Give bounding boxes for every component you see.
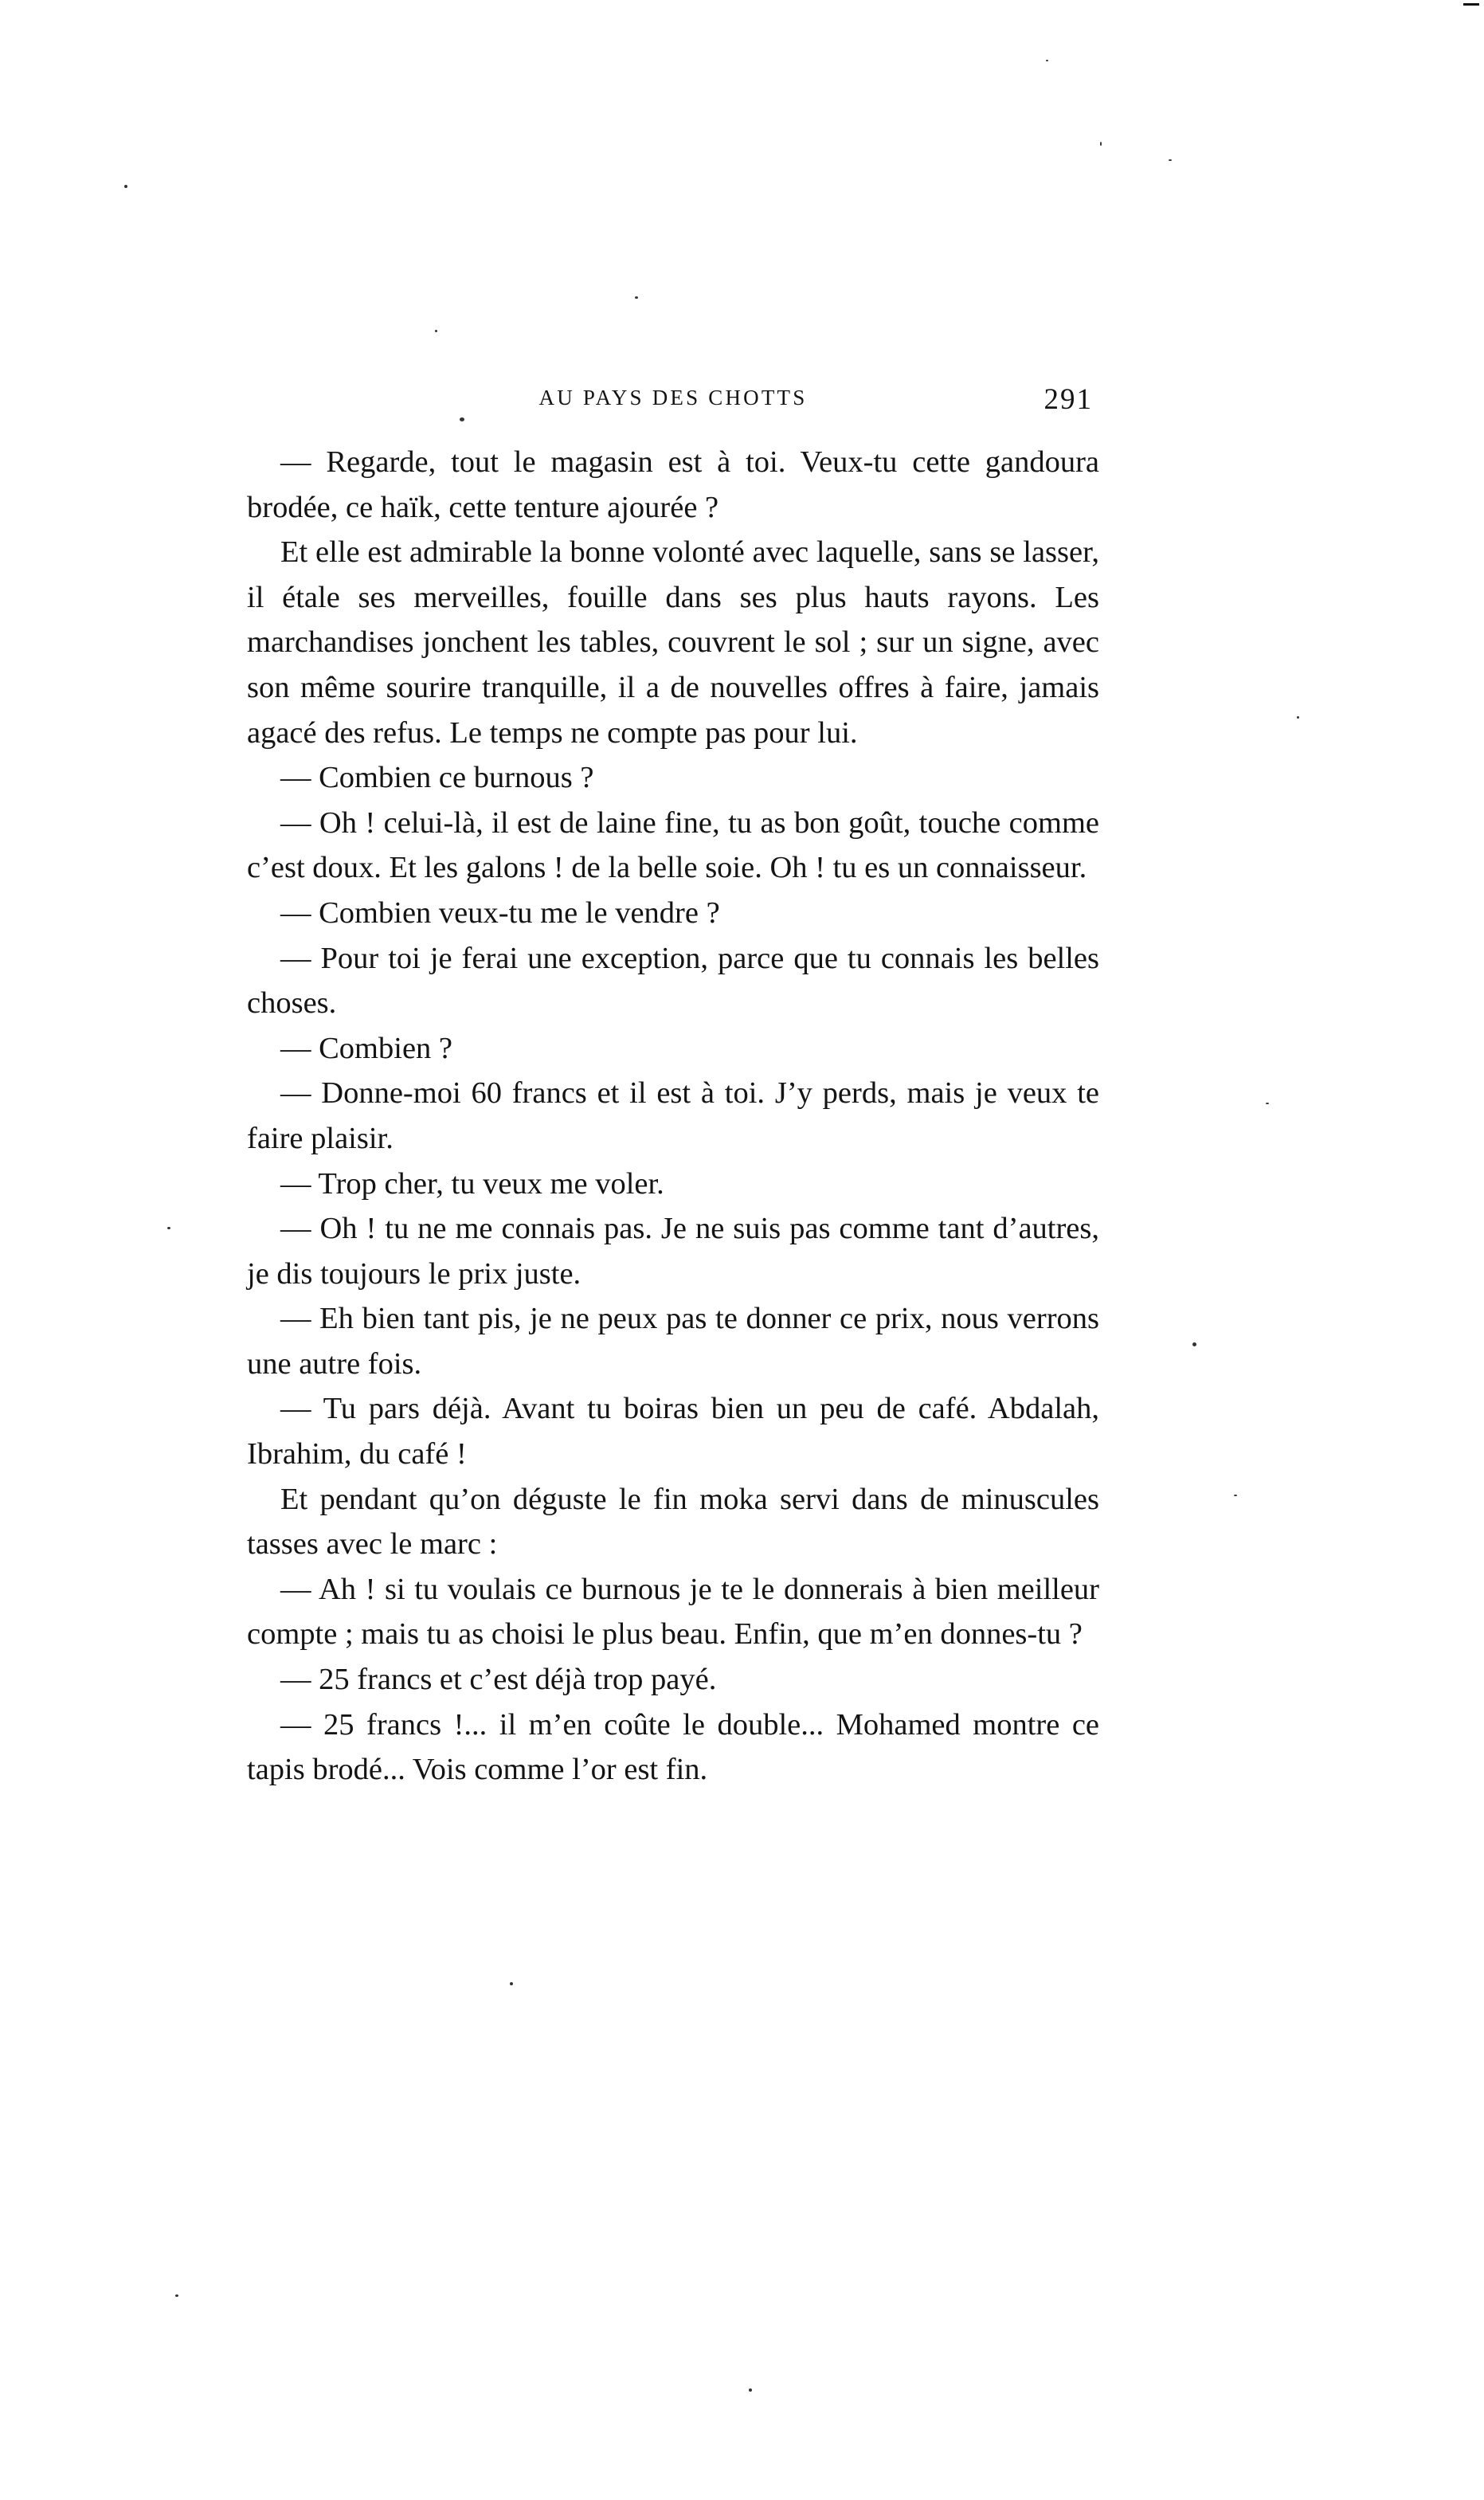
- body-text: [247, 440, 1099, 1793]
- scan-speck: [1234, 1495, 1237, 1496]
- paragraph-dialogue: — Oh ! celui-là, il est de laine fine, tu as bon goût, touche comme c’est doux. Et les galons ! de la belle soie. Oh ! tu es un connaisseur.: [247, 805, 1099, 885]
- paragraph-dialogue: — Combien ce burnous ?: [280, 761, 594, 795]
- scan-speck: [1100, 142, 1102, 146]
- scan-speck: [1192, 1342, 1196, 1346]
- paragraph-dialogue: — 25 francs !... il m’en coûte le double... Mohamed montre ce tapis brodé... Vois comme l’or est fin.: [247, 1707, 1099, 1787]
- paragraph-dialogue: — Pour toi je ferai une exception, parce que tu connais les belles choses.: [247, 941, 1099, 1021]
- paragraph-dialogue: — Oh ! tu ne me connais pas. Je ne suis pas comme tant d’autres, je dis toujours le prix juste.: [247, 1212, 1099, 1291]
- scan-speck: [1046, 60, 1048, 61]
- paragraph-dialogue: — Trop cher, tu veux me voler.: [280, 1166, 664, 1201]
- scan-speck: [167, 1227, 170, 1229]
- scan-speck: [1297, 716, 1299, 719]
- scan-speck: [175, 2294, 178, 2297]
- scan-speck: [749, 2388, 752, 2392]
- paragraph-dialogue: — Combien veux-tu me le vendre ?: [280, 895, 720, 930]
- paragraph-dialogue: — Regarde, tout le magasin est à toi. Veux-tu cette gandoura brodée, ce haïk, cette tenture ajourée ?: [247, 445, 1099, 524]
- running-head: [247, 381, 1099, 421]
- page-number: 291: [1043, 383, 1093, 416]
- scan-speck: [510, 1982, 513, 1985]
- paragraph-dialogue: — Donne-moi 60 francs et il est à toi. J’y perds, mais je veux te faire plaisir.: [247, 1076, 1099, 1155]
- paragraph-narrative: Et elle est admirable la bonne volonté avec laquelle, sans se lasser, il étale ses merveilles, fouille dans ses plus hauts rayons. Les marchandises jonchent les tables, couvrent le sol ; sur un signe, avec son même sourire tranquille, il a de nouvelles offres à faire, jamais agacé des refus. Le temps ne compte pas pour lui.: [247, 535, 1099, 750]
- scan-speck: [460, 417, 464, 421]
- scan-speck: [435, 330, 437, 332]
- paragraph-dialogue: — 25 francs et c’est déjà trop payé.: [280, 1663, 717, 1697]
- paragraph-dialogue: — Combien ?: [280, 1031, 452, 1065]
- paragraph-dialogue: — Eh bien tant pis, je ne peux pas te donner ce prix, nous verrons une autre fois.: [247, 1302, 1099, 1381]
- scan-speck: [1266, 1103, 1269, 1104]
- paragraph-dialogue: — Ah ! si tu voulais ce burnous je te le donnerais à bien meilleur compte ; mais tu as choisi le plus beau. Enfin, que m’en donnes-tu ?: [247, 1572, 1099, 1652]
- scan-corner-mark: [1463, 3, 1479, 6]
- scan-speck: [124, 185, 127, 188]
- paragraph-dialogue: — Tu pars déjà. Avant tu boiras bien un peu de café. Abdalah, Ibrahim, du café !: [247, 1392, 1099, 1471]
- scan-speck: [1169, 159, 1172, 161]
- scan-speck: [635, 296, 638, 299]
- paragraph-narrative: Et pendant qu’on déguste le fin moka servi dans de minuscules tasses avec le marc :: [247, 1482, 1099, 1562]
- running-title: AU PAYS DES CHOTTS: [538, 386, 808, 409]
